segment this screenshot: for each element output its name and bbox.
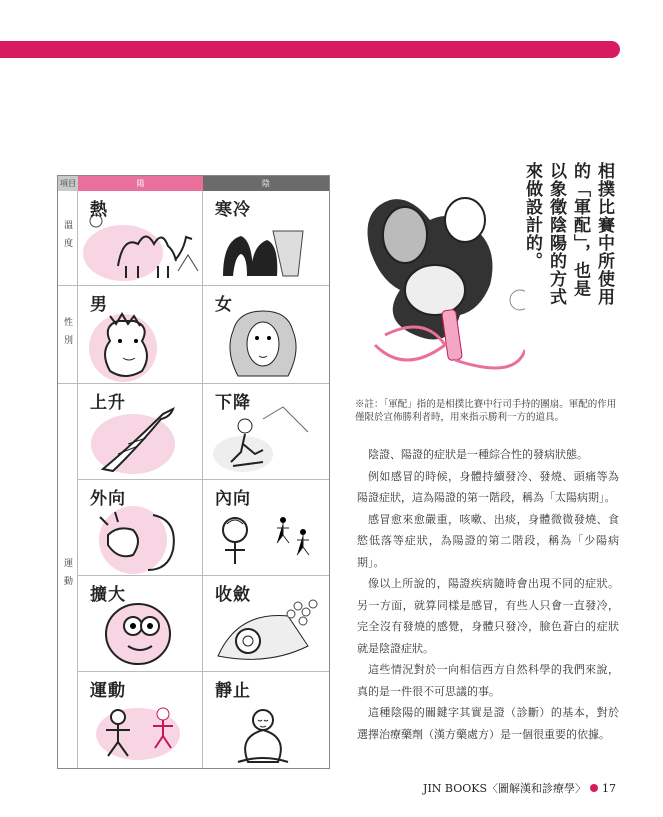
label-still: 靜止 — [215, 681, 251, 701]
label-cold: 寒冷 — [215, 200, 251, 220]
fan-caption-line-1: 相撲比賽中所使用 — [594, 162, 614, 306]
category-gender: 性別 — [58, 286, 78, 384]
cell-yang-rise — [78, 384, 203, 480]
label-heat: 熱 — [90, 200, 108, 220]
paragraph-5: 這些情況對於一向相信西方自然科學的我們來說，真的是一件很不可思議的事。 — [357, 663, 619, 698]
label-outward: 外向 — [90, 489, 126, 509]
cell-yang-heat — [78, 191, 203, 286]
top-accent-bar — [0, 41, 620, 58]
cell-yin-descend — [203, 384, 329, 480]
label-rise: 上升 — [90, 393, 126, 413]
paragraph-2: 例如感冒的時候，身體持續發冷、發燒、頭痛等為陽證症狀，這為陽證的第一階段，稱為「太陽病期」。 — [357, 469, 619, 504]
page-number: 17 — [602, 781, 616, 795]
fan-footnote: ※註：「軍配」指的是相撲比賽中行司手持的團扇。軍配的作用僅限於宣佈勝利者時，用來指示勝利一方的道具。 — [355, 399, 617, 423]
yin-yang-table — [57, 175, 330, 769]
label-descend: 下降 — [215, 393, 251, 413]
footer-dot-icon — [590, 784, 598, 792]
label-female: 女 — [215, 295, 233, 315]
cell-yin-female — [203, 286, 329, 384]
category-movement: 運動 — [58, 384, 78, 768]
fan-caption-line-3: 以象徵陰陽的方式 — [546, 162, 566, 306]
label-expand: 擴大 — [90, 585, 126, 605]
cell-yang-male — [78, 286, 203, 384]
cell-yin-introvert — [203, 480, 329, 576]
label-contract: 收斂 — [215, 585, 251, 605]
cell-yin-still — [203, 672, 329, 768]
cell-yin-contract — [203, 576, 329, 672]
header-item: 項目 — [58, 176, 78, 191]
cell-yang-movement — [78, 672, 203, 768]
paragraph-4: 像以上所說的，陽證疾病隨時會出現不同的症狀。另一方面，就算同樣是感冒，有些人只會一直發冷，完全沒有發燒的感覺，身體只發冷，臉色蒼白的症狀就是陰證症狀。 — [357, 577, 619, 655]
fan-drawing — [345, 160, 525, 390]
cell-yin-cold — [203, 191, 329, 286]
paragraph-1: 陰證、陽證的症狀是一種綜合性的發病狀態。 — [368, 448, 588, 461]
fan-caption-line-4: 來做設計的。 — [522, 162, 542, 270]
body-text — [357, 444, 619, 745]
header-yin: 陰 — [203, 176, 329, 191]
gunbai-fan-illustration — [345, 150, 625, 390]
label-motion: 運動 — [90, 681, 126, 701]
label-male: 男 — [90, 295, 108, 315]
page-footer — [423, 780, 616, 796]
header-yang: 陽 — [78, 176, 203, 191]
paragraph-6: 這種陰陽的關鍵字其實是證（診斷）的基本，對於選擇治療藥劑（漢方藥處方）是一個很重要的依據。 — [357, 706, 619, 741]
category-temperature: 溫度 — [58, 191, 78, 286]
label-inward: 內向 — [215, 489, 251, 509]
cell-yang-expand — [78, 576, 203, 672]
fan-caption-line-2: 的「軍配」，也是 — [570, 162, 590, 298]
paragraph-3: 感冒愈來愈嚴重，咳嗽、出痰，身體微微發燒、食慾低落等症狀，為陽證的第二階段，稱為「少陽病期」。 — [357, 512, 619, 569]
book-title: JIN BOOKS〈圖解漢和診療學〉 — [423, 782, 586, 795]
cell-yang-extrovert — [78, 480, 203, 576]
